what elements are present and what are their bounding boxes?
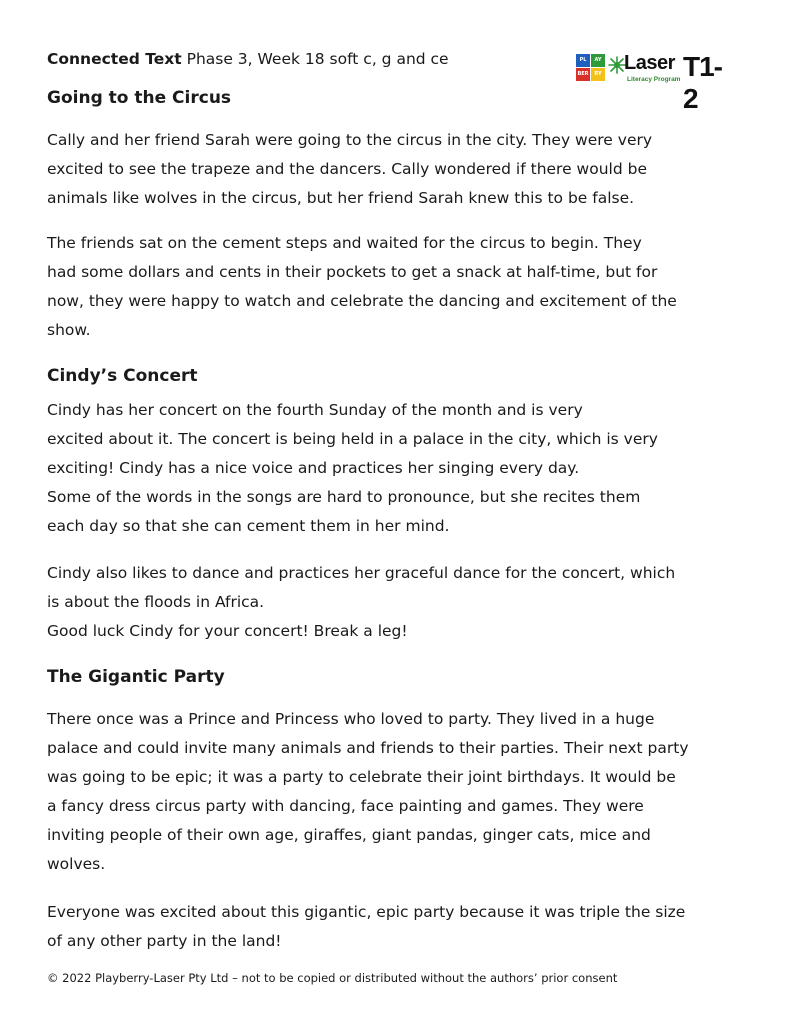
text-line: There once was a Prince and Princess who loved to party. They lived in a huge bbox=[47, 710, 655, 728]
text-line: Cindy also likes to dance and practices her graceful dance for the concert, which bbox=[47, 564, 676, 582]
copyright-footer: © 2022 Playberry-Laser Pty Ltd – not to be copied or distributed without the authors’ prior consent bbox=[47, 971, 618, 985]
logo-brand: Laser bbox=[624, 52, 675, 74]
text-line: was going to be epic; it was a party to celebrate their joint birthdays. It would be bbox=[47, 768, 676, 786]
paragraph bbox=[47, 559, 747, 646]
text-line: exciting! Cindy has a nice voice and practices her singing every day. bbox=[47, 459, 580, 477]
text-line: excited about it. The concert is being held in a palace in the city, which is very bbox=[47, 430, 658, 448]
paragraph bbox=[47, 705, 747, 879]
paragraph bbox=[47, 396, 747, 541]
laser-logo bbox=[576, 51, 736, 114]
header-subtitle: Phase 3, Week 18 soft c, g and ce bbox=[186, 50, 449, 68]
text-line: Cally and her friend Sarah were going to the circus in the city. They were very bbox=[47, 131, 653, 149]
logo-blocks-icon: PL AY BER RY bbox=[576, 54, 606, 82]
text-line: each day so that she can cement them in her mind. bbox=[47, 517, 450, 535]
section-title: Going to the Circus bbox=[47, 88, 232, 108]
section-title: Cindy’s Concert bbox=[47, 366, 198, 386]
text-line: of any other party in the land! bbox=[47, 932, 282, 950]
section-title: The Gigantic Party bbox=[47, 667, 225, 687]
text-line: Some of the words in the songs are hard to pronounce, but she recites them bbox=[47, 488, 641, 506]
text-line: is about the floods in Africa. bbox=[47, 593, 265, 611]
header-label: Connected Text bbox=[47, 50, 182, 68]
text-line: had some dollars and cents in their pockets to get a snack at half-time, but for bbox=[47, 263, 658, 281]
text-line: Cindy has her concert on the fourth Sunday of the month and is very bbox=[47, 401, 583, 419]
logo-tagline: Literacy Program bbox=[627, 76, 681, 83]
text-line: show. bbox=[47, 321, 91, 339]
text-line: now, they were happy to watch and celebrate the dancing and excitement of the bbox=[47, 292, 677, 310]
paragraph bbox=[47, 229, 747, 345]
text-line: animals like wolves in the circus, but her friend Sarah knew this to be false. bbox=[47, 189, 635, 207]
text-line: The friends sat on the cement steps and waited for the circus to begin. They bbox=[47, 234, 642, 252]
text-line: Everyone was excited about this gigantic, epic party because it was triple the size bbox=[47, 903, 686, 921]
paragraph bbox=[47, 898, 747, 956]
text-line: Good luck Cindy for your concert! Break a leg! bbox=[47, 622, 408, 640]
paragraph bbox=[47, 126, 747, 213]
text-line: palace and could invite many animals and friends to their parties. Their next party bbox=[47, 739, 689, 757]
logo-level: T1-2 bbox=[683, 51, 722, 114]
document-header bbox=[47, 50, 449, 68]
text-line: excited to see the trapeze and the dancers. Cally wondered if there would be bbox=[47, 160, 647, 178]
text-line: wolves. bbox=[47, 855, 106, 873]
text-line: a fancy dress circus party with dancing, face painting and games. They were bbox=[47, 797, 644, 815]
text-line: inviting people of their own age, giraffes, giant pandas, ginger cats, mice and bbox=[47, 826, 651, 844]
